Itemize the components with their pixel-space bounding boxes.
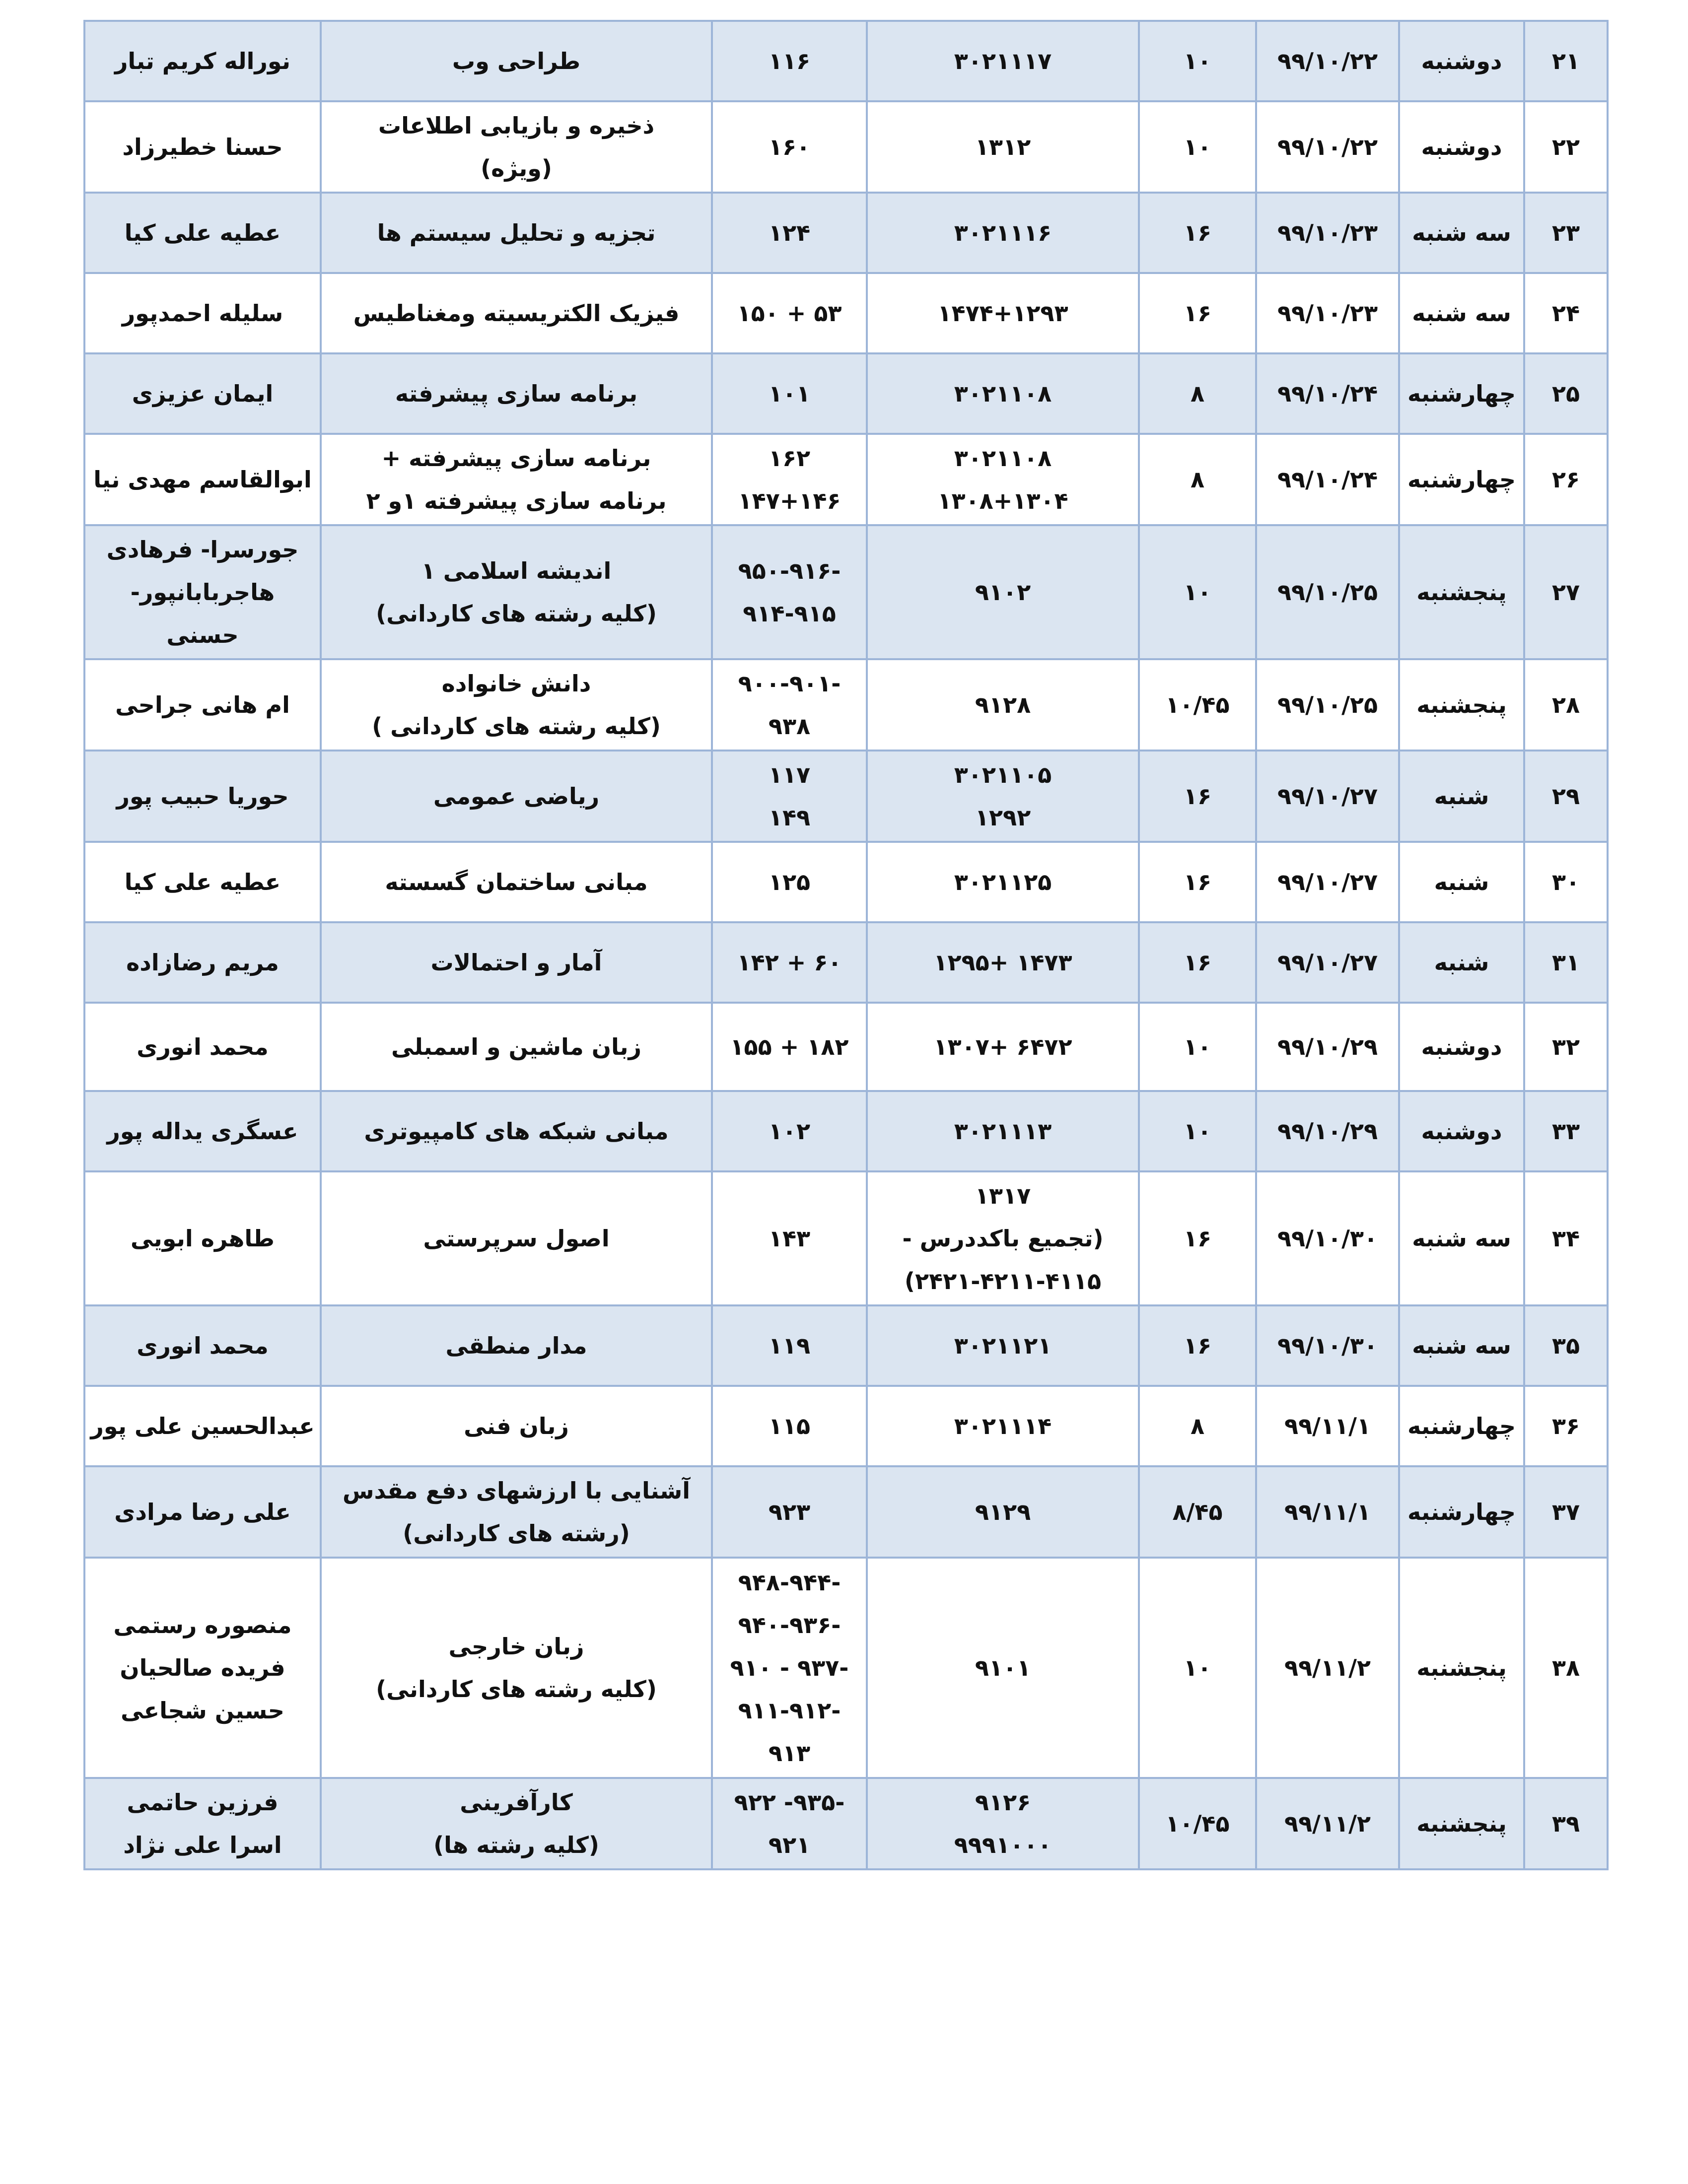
table-row [84,842,1608,922]
exam-time: ۱۶ [1139,842,1256,922]
exam-day: دوشنبه [1399,1003,1524,1091]
row-number: ۲۲ [1524,101,1608,193]
exam-day: سه شنبه [1399,1171,1524,1305]
instructor-name: عبدالحسین علی پور [84,1386,321,1466]
exam-time: ۱۰ [1139,21,1256,101]
course-name: اصول سرپرستی [321,1171,712,1305]
table-row [84,434,1608,525]
instructor-name: منصوره رستمی فریده صالحیان حسین شجاعی [84,1558,321,1778]
course-name: زبان خارجی (کلیه رشته های کاردانی) [321,1558,712,1778]
exam-day: دوشنبه [1399,1091,1524,1171]
instructor-name: حسنا خطیرزاد [84,101,321,193]
row-number: ۲۵ [1524,353,1608,434]
course-name: تجزیه و تحلیل سیستم ها [321,193,712,273]
exam-date: ۹۹/۱۰/۳۰ [1256,1305,1399,1386]
exam-day: سه شنبه [1399,1305,1524,1386]
row-number: ۲۷ [1524,525,1608,659]
group-number: ۱۱۷ ۱۴۹ [712,751,867,842]
group-number: ۱۲۵ [712,842,867,922]
instructor-name: عطیه علی کیا [84,842,321,922]
exam-date: ۹۹/۱۰/۲۵ [1256,525,1399,659]
group-number: -۹۰۰-۹۰۱ ۹۳۸ [712,659,867,751]
course-code: ۳۰۲۱۱۲۵ [867,842,1139,922]
course-code: ۱۳۱۲ [867,101,1139,193]
group-number: ۱۸۲ + ۱۵۵ [712,1003,867,1091]
group-number: ۱۱۹ [712,1305,867,1386]
exam-day: پنجشنبه [1399,1558,1524,1778]
course-name: کارآفرینی (کلیه رشته ها) [321,1778,712,1869]
course-name: ذخیره و بازیابی اطلاعات (ویژه) [321,101,712,193]
instructor-name: ام هانی جراحی [84,659,321,751]
exam-date: ۹۹/۱۱/۱ [1256,1466,1399,1558]
group-number: ۹۲۳ [712,1466,867,1558]
row-number: ۲۴ [1524,273,1608,353]
table-row [84,922,1608,1003]
row-number: ۳۵ [1524,1305,1608,1386]
course-name: دانش خانواده (کلیه رشته های کاردانی ) [321,659,712,751]
course-name: مبانی شبکه های کامپیوتری [321,1091,712,1171]
exam-date: ۹۹/۱۰/۲۳ [1256,193,1399,273]
table-row [84,1171,1608,1305]
course-code: ۹۱۲۸ [867,659,1139,751]
course-code: ۳۰۲۱۱۰۸ [867,353,1139,434]
course-code: ۱۴۷۴+۱۲۹۳ [867,273,1139,353]
instructor-name: جورسرا- فرهادی هاجربابانپور- حسنی [84,525,321,659]
course-code: ۳۰۲۱۱۱۷ [867,21,1139,101]
row-number: ۲۳ [1524,193,1608,273]
table-row [84,1466,1608,1558]
exam-time: ۸ [1139,434,1256,525]
exam-date: ۹۹/۱۰/۲۴ [1256,353,1399,434]
row-number: ۳۴ [1524,1171,1608,1305]
exam-day: شنبه [1399,751,1524,842]
course-name: مبانی ساختمان گسسته [321,842,712,922]
exam-date: ۹۹/۱۰/۲۲ [1256,21,1399,101]
course-code: ۳۰۲۱۱۱۶ [867,193,1139,273]
exam-date: ۹۹/۱۰/۳۰ [1256,1171,1399,1305]
instructor-name: محمد انوری [84,1003,321,1091]
exam-date: ۹۹/۱۰/۲۹ [1256,1091,1399,1171]
course-name: مدار منطقی [321,1305,712,1386]
exam-day: پنجشنبه [1399,1778,1524,1869]
exam-day: دوشنبه [1399,101,1524,193]
exam-date: ۹۹/۱۱/۱ [1256,1386,1399,1466]
course-code: ۱۳۱۷ (تجمیع باکددرس - ۲۴۲۱-۴۲۱۱-۴۱۱۵) [867,1171,1139,1305]
exam-time: ۱۰ [1139,1558,1256,1778]
group-number: -۹۴۸-۹۴۴ -۹۴۰-۹۳۶ -۹۳۷ - ۹۱۰ -۹۱۱-۹۱۲ ۹۱۳ [712,1558,867,1778]
instructor-name: عسگری یداله پور [84,1091,321,1171]
row-number: ۳۲ [1524,1003,1608,1091]
group-number: ۱۴۳ [712,1171,867,1305]
instructor-name: حوریا حبیب پور [84,751,321,842]
exam-time: ۱۰ [1139,525,1256,659]
exam-date: ۹۹/۱۰/۲۴ [1256,434,1399,525]
row-number: ۲۱ [1524,21,1608,101]
exam-time: ۱۶ [1139,1305,1256,1386]
instructor-name: نوراله کریم تبار [84,21,321,101]
exam-day: پنجشنبه [1399,525,1524,659]
exam-day: سه شنبه [1399,193,1524,273]
exam-time: ۱۰/۴۵ [1139,659,1256,751]
course-code: ۹۱۲۹ [867,1466,1139,1558]
course-name: زبان ماشین و اسمبلی [321,1003,712,1091]
exam-schedule-table [83,20,1609,1870]
table-row [84,1305,1608,1386]
course-code: ۳۰۲۱۱۰۵ ۱۲۹۲ [867,751,1139,842]
course-code: ۳۰۲۱۱۱۴ [867,1386,1139,1466]
exam-date: ۹۹/۱۰/۲۷ [1256,842,1399,922]
exam-day: شنبه [1399,922,1524,1003]
table-row [84,101,1608,193]
instructor-name: ابوالقاسم مهدی نیا [84,434,321,525]
exam-time: ۸/۴۵ [1139,1466,1256,1558]
exam-time: ۱۰ [1139,101,1256,193]
table-row [84,21,1608,101]
exam-day: دوشنبه [1399,21,1524,101]
exam-time: ۱۰/۴۵ [1139,1778,1256,1869]
group-number: -۹۳۵- ۹۲۲ ۹۲۱ [712,1778,867,1869]
course-name: طراحی وب [321,21,712,101]
row-number: ۲۸ [1524,659,1608,751]
course-name: آشنایی با ارزشهای دفع مقدس (رشته های کاردانی) [321,1466,712,1558]
exam-date: ۹۹/۱۰/۲۹ [1256,1003,1399,1091]
course-code: ۶۴۷۲ +۱۳۰۷ [867,1003,1139,1091]
row-number: ۲۶ [1524,434,1608,525]
table-row [84,525,1608,659]
course-name: زبان فنی [321,1386,712,1466]
exam-date: ۹۹/۱۰/۲۷ [1256,751,1399,842]
table-row [84,193,1608,273]
exam-time: ۸ [1139,1386,1256,1466]
course-name: اندیشه اسلامی ۱ (کلیه رشته های کاردانی) [321,525,712,659]
course-code: ۹۱۰۱ [867,1558,1139,1778]
course-code: ۳۰۲۱۱۰۸ ۱۳۰۸+۱۳۰۴ [867,434,1139,525]
course-code: ۹۱۰۲ [867,525,1139,659]
table-row [84,1091,1608,1171]
exam-day: پنجشنبه [1399,659,1524,751]
group-number: ۵۳ + ۱۵۰ [712,273,867,353]
row-number: ۳۳ [1524,1091,1608,1171]
group-number: ۱۰۲ [712,1091,867,1171]
exam-time: ۱۰ [1139,1091,1256,1171]
exam-day: شنبه [1399,842,1524,922]
group-number: ۶۰ + ۱۴۲ [712,922,867,1003]
exam-time: ۱۶ [1139,1171,1256,1305]
course-code: ۱۴۷۳ +۱۲۹۵ [867,922,1139,1003]
group-number: ۱۰۱ [712,353,867,434]
row-number: ۳۸ [1524,1558,1608,1778]
instructor-name: طاهره ابویی [84,1171,321,1305]
row-number: ۳۹ [1524,1778,1608,1869]
table-row [84,1003,1608,1091]
exam-day: چهارشنبه [1399,353,1524,434]
exam-day: چهارشنبه [1399,1466,1524,1558]
row-number: ۳۰ [1524,842,1608,922]
exam-time: ۸ [1139,353,1256,434]
table-row [84,353,1608,434]
instructor-name: محمد انوری [84,1305,321,1386]
exam-time: ۱۶ [1139,273,1256,353]
row-number: ۳۶ [1524,1386,1608,1466]
group-number: -۹۵۰-۹۱۶ ۹۱۴-۹۱۵ [712,525,867,659]
exam-date: ۹۹/۱۰/۲۷ [1256,922,1399,1003]
exam-time: ۱۶ [1139,922,1256,1003]
instructor-name: مریم رضازاده [84,922,321,1003]
table-row [84,751,1608,842]
exam-day: سه شنبه [1399,273,1524,353]
group-number: ۱۶۲ ۱۴۷+۱۴۶ [712,434,867,525]
group-number: ۱۱۵ [712,1386,867,1466]
course-name: برنامه سازی پیشرفته [321,353,712,434]
course-name: ریاضی عمومی [321,751,712,842]
instructor-name: سلیله احمدپور [84,273,321,353]
row-number: ۳۱ [1524,922,1608,1003]
course-code: ۹۱۲۶ ۹۹۹۱۰۰۰ [867,1778,1139,1869]
exam-date: ۹۹/۱۱/۲ [1256,1778,1399,1869]
table-row [84,1778,1608,1869]
group-number: ۱۱۶ [712,21,867,101]
exam-date: ۹۹/۱۰/۲۲ [1256,101,1399,193]
instructor-name: عطیه علی کیا [84,193,321,273]
row-number: ۳۷ [1524,1466,1608,1558]
table-row [84,273,1608,353]
row-number: ۲۹ [1524,751,1608,842]
instructor-name: علی رضا مرادی [84,1466,321,1558]
course-code: ۳۰۲۱۱۲۱ [867,1305,1139,1386]
table-row [84,659,1608,751]
group-number: ۱۲۴ [712,193,867,273]
course-name: آمار و احتمالات [321,922,712,1003]
exam-day: چهارشنبه [1399,1386,1524,1466]
course-code: ۳۰۲۱۱۱۳ [867,1091,1139,1171]
table-row [84,1558,1608,1778]
exam-time: ۱۰ [1139,1003,1256,1091]
exam-date: ۹۹/۱۱/۲ [1256,1558,1399,1778]
exam-date: ۹۹/۱۰/۲۳ [1256,273,1399,353]
instructor-name: فرزین حاتمی اسرا علی نژاد [84,1778,321,1869]
group-number: ۱۶۰ [712,101,867,193]
exam-time: ۱۶ [1139,751,1256,842]
instructor-name: ایمان عزیزی [84,353,321,434]
exam-day: چهارشنبه [1399,434,1524,525]
exam-time: ۱۶ [1139,193,1256,273]
table-row [84,1386,1608,1466]
course-name: برنامه سازی پیشرفته + برنامه سازی پیشرفته ۱و ۲ [321,434,712,525]
course-name: فیزیک الکتریسیته ومغناطیس [321,273,712,353]
exam-date: ۹۹/۱۰/۲۵ [1256,659,1399,751]
